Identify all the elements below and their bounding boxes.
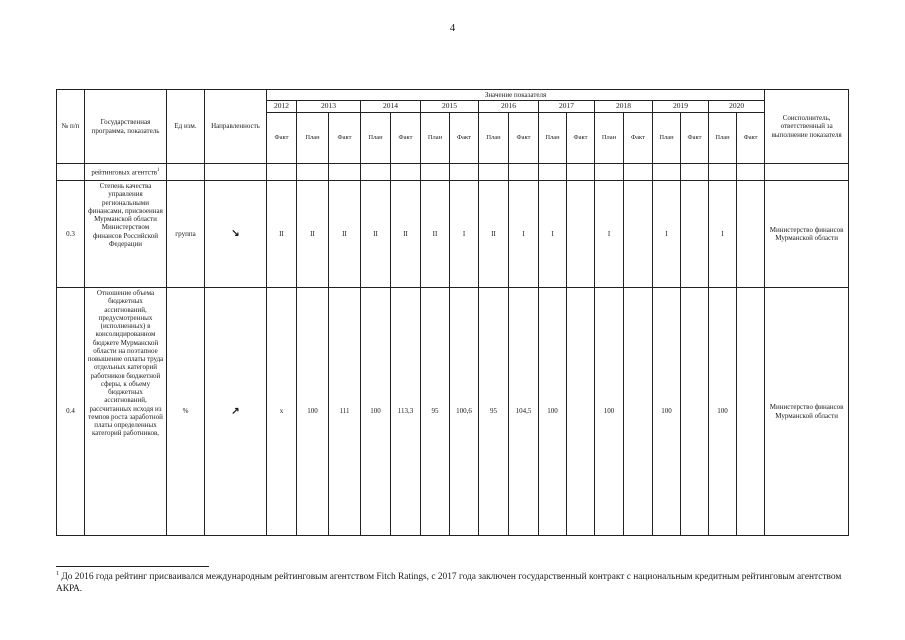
sub-plan: План <box>479 113 509 164</box>
sub-plan: План <box>709 113 737 164</box>
value-2015-plan: 95 <box>421 288 450 536</box>
sub-plan: План <box>361 113 391 164</box>
value-2017-plan: I <box>539 181 567 288</box>
table-row <box>57 181 849 288</box>
value-2018-plan: 100 <box>595 288 624 536</box>
table-row <box>57 288 849 536</box>
header-direction: Направленность <box>205 90 267 164</box>
footnote <box>56 571 846 596</box>
year-2018: 2018 <box>595 101 653 113</box>
direction-cell <box>205 181 267 288</box>
sub-plan: План <box>595 113 624 164</box>
year-2019: 2019 <box>653 101 709 113</box>
indicators-table <box>56 89 849 536</box>
header-value-group: Значение показателя <box>267 90 765 101</box>
value-2018-fact <box>624 181 653 288</box>
year-2013: 2013 <box>297 101 361 113</box>
sub-fact: Факт <box>624 113 653 164</box>
value-2017-fact <box>567 181 595 288</box>
sub-fact: Факт <box>509 113 539 164</box>
sub-fact: Факт <box>450 113 479 164</box>
year-2020: 2020 <box>709 101 765 113</box>
value-2019-fact <box>681 181 709 288</box>
row-number: 0.4 <box>57 288 85 536</box>
value-2016-plan: 95 <box>479 288 509 536</box>
unit-cell: группа <box>167 181 205 288</box>
value-2020-fact <box>737 181 765 288</box>
value-2014-plan: II <box>361 181 391 288</box>
value-2016-fact: I <box>509 181 539 288</box>
responsible-cell: Министерство финансов Мурманской области <box>765 181 849 288</box>
sub-fact: Факт <box>567 113 595 164</box>
value-2020-plan: I <box>709 181 737 288</box>
sub-plan: План <box>297 113 329 164</box>
table-row-continuation <box>57 164 849 181</box>
value-2013-fact: 111 <box>329 288 361 536</box>
year-2016: 2016 <box>479 101 539 113</box>
year-2012: 2012 <box>267 101 297 113</box>
value-2014-fact: 113,3 <box>391 288 421 536</box>
value-2017-fact <box>567 288 595 536</box>
year-2015: 2015 <box>421 101 479 113</box>
header-num: № п/п <box>57 90 85 164</box>
value-2013-fact: II <box>329 181 361 288</box>
value-2018-plan: I <box>595 181 624 288</box>
header-program: Государственная программа, показатель <box>85 90 167 164</box>
value-2015-fact: 100,6 <box>450 288 479 536</box>
value-2017-plan: 100 <box>539 288 567 536</box>
sub-plan: План <box>653 113 681 164</box>
value-2020-fact <box>737 288 765 536</box>
sub-fact: Факт <box>737 113 765 164</box>
header-responsible: Соисполнитель, ответственный за выполнение показателя <box>765 90 849 164</box>
sub-fact: Факт <box>681 113 709 164</box>
header-row-1 <box>57 90 849 101</box>
responsible-cell: Министерство финансов Мурманской области <box>765 288 849 536</box>
unit-cell: % <box>167 288 205 536</box>
value-2013-plan: 100 <box>297 288 329 536</box>
value-2015-fact: I <box>450 181 479 288</box>
year-2017: 2017 <box>539 101 595 113</box>
direction-cell <box>205 288 267 536</box>
value-2020-plan: 100 <box>709 288 737 536</box>
value-2012-fact: x <box>267 288 297 536</box>
arrow-down-right-icon: ↘ <box>231 228 240 240</box>
value-2012-fact: II <box>267 181 297 288</box>
value-2016-fact: 104,5 <box>509 288 539 536</box>
sub-fact: Факт <box>391 113 421 164</box>
value-2016-plan: II <box>479 181 509 288</box>
value-2018-fact <box>624 288 653 536</box>
footnote-divider <box>56 566 209 567</box>
indicator-name: Отношение объема бюджетных ассигнований, предусмотренных (исполненных) в консолидированном бюджете Мурманской области на поэтапное повышение оплаты труда отдельных категорий работников бюджетной сферы, к объему бюджетных ассигнований, рассчитанных исходя из темпов роста заработной платы определенных категорий работников, <box>85 288 167 536</box>
sub-fact: Факт <box>267 113 297 164</box>
value-2019-plan: 100 <box>653 288 681 536</box>
arrow-up-right-icon: ↗ <box>231 405 240 417</box>
sub-fact: Факт <box>329 113 361 164</box>
value-2014-fact: II <box>391 181 421 288</box>
value-2019-fact <box>681 288 709 536</box>
footnote-mark: 1 <box>157 167 160 173</box>
year-2014: 2014 <box>361 101 421 113</box>
indicator-name: Степень качества управления региональными финансами, присвоенная Мурманской области Министерством финансов Российской Федерации <box>85 181 167 288</box>
value-2019-plan: I <box>653 181 681 288</box>
footnote-number: 1 <box>56 571 59 577</box>
value-2013-plan: II <box>297 181 329 288</box>
page-number: 4 <box>449 22 456 34</box>
continuation-name: рейтинговых агентств$^1$ <box>85 164 167 181</box>
sub-plan: План <box>539 113 567 164</box>
row-number: 0.3 <box>57 181 85 288</box>
sub-plan: План <box>421 113 450 164</box>
footnote-text: До 2016 года рейтинг присваивался международным рейтинговым агентством Fitch Ratings, с 2017 года заключен государственный контракт с национальным кредитным рейтинговым агентством АКРА. <box>56 572 842 594</box>
value-2015-plan: II <box>421 181 450 288</box>
value-2014-plan: 100 <box>361 288 391 536</box>
header-unit: Ед изм. <box>167 90 205 164</box>
